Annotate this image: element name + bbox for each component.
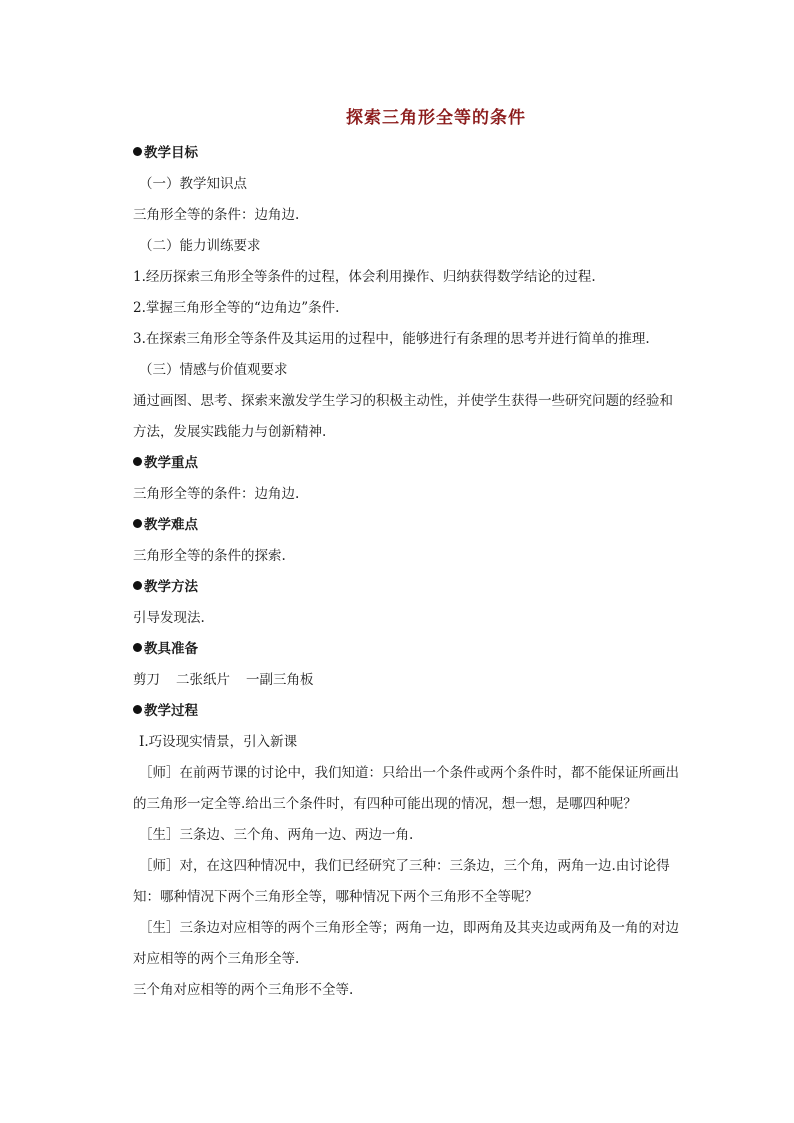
bullet-icon — [133, 457, 142, 466]
paragraph-values-line-2: 方法，发展实践能力与创新精神. — [133, 424, 327, 440]
dialog-student-1: ［生］三条边、三个角、两角一边、两边一角. — [139, 827, 414, 843]
paragraph-values-line-1: 通过画图、思考、探索来激发学生学习的积极主动性，并使学生获得一些研究问题的经验和 — [133, 393, 673, 409]
process-step-1: Ⅰ.巧设现实情景，引入新课 — [139, 734, 298, 750]
dialog-teacher-2-line-1: ［师］对，在这四种情况中，我们已经研究了三种：三条边，三个角，两角一边.由讨论得 — [139, 858, 670, 874]
tool-item: 剪刀 — [133, 672, 160, 688]
section-heading-difficulty: 教学难点 — [133, 510, 693, 541]
tools-list — [133, 665, 693, 696]
subheading-values: （三）情感与价值观要求 — [139, 362, 288, 378]
dialog-student-2-line-2: 对应相等的两个三角形全等. — [133, 951, 300, 967]
section-heading-key-point: 教学重点 — [133, 448, 693, 479]
list-item-ability-3: 3.在探索三角形全等条件及其运用的过程中，能够进行有条理的思考并进行简单的推理. — [133, 331, 650, 347]
bullet-icon — [133, 705, 142, 714]
document-body — [133, 104, 693, 1006]
dialog-student-2-line-1: ［生］三条边对应相等的两个三角形全等；两角一边，即两角及其夹边或两角及一角的对边 — [139, 920, 679, 936]
section-heading-method: 教学方法 — [133, 572, 693, 603]
dialog-teacher-1-line-2: 的三角形一定全等.给出三个条件时，有四种可能出现的情况，想一想，是哪四种呢？ — [133, 796, 637, 812]
list-item-ability-2: 2.掌握三角形全等的“边角边”条件. — [133, 300, 340, 316]
paragraph-key-point: 三角形全等的条件：边角边. — [133, 486, 300, 502]
list-item-ability-1: 1.经历探索三角形全等条件的过程，体会利用操作、归纳获得数学结论的过程. — [133, 269, 596, 285]
section-heading-tools: 教具准备 — [133, 634, 693, 665]
bullet-icon — [133, 519, 142, 528]
subheading-ability: （二）能力训练要求 — [139, 238, 261, 254]
bullet-icon — [133, 147, 142, 156]
bullet-icon — [133, 581, 142, 590]
document-title: 探索三角形全等的条件 — [346, 108, 526, 128]
tool-item: 二张纸片 — [176, 672, 230, 688]
paragraph-method: 引导发现法. — [133, 610, 205, 626]
paragraph-knowledge: 三角形全等的条件：边角边. — [133, 207, 300, 223]
bullet-icon — [133, 643, 142, 652]
section-heading-teaching-goals: 教学目标 — [133, 138, 693, 169]
paragraph-difficulty: 三角形全等的条件的探索. — [133, 548, 286, 564]
dialog-teacher-1-line-1: ［师］在前两节课的讨论中，我们知道：只给出一个条件或两个条件时，都不能保证所画出 — [139, 765, 679, 781]
subheading-knowledge: （一）教学知识点 — [139, 176, 247, 192]
paragraph-conclusion: 三个角对应相等的两个三角形不全等. — [133, 982, 354, 998]
dialog-teacher-2-line-2: 知：哪种情况下两个三角形全等，哪种情况下两个三角形不全等呢？ — [133, 889, 538, 905]
section-heading-process: 教学过程 — [133, 696, 693, 727]
tool-item: 一副三角板 — [246, 672, 314, 688]
